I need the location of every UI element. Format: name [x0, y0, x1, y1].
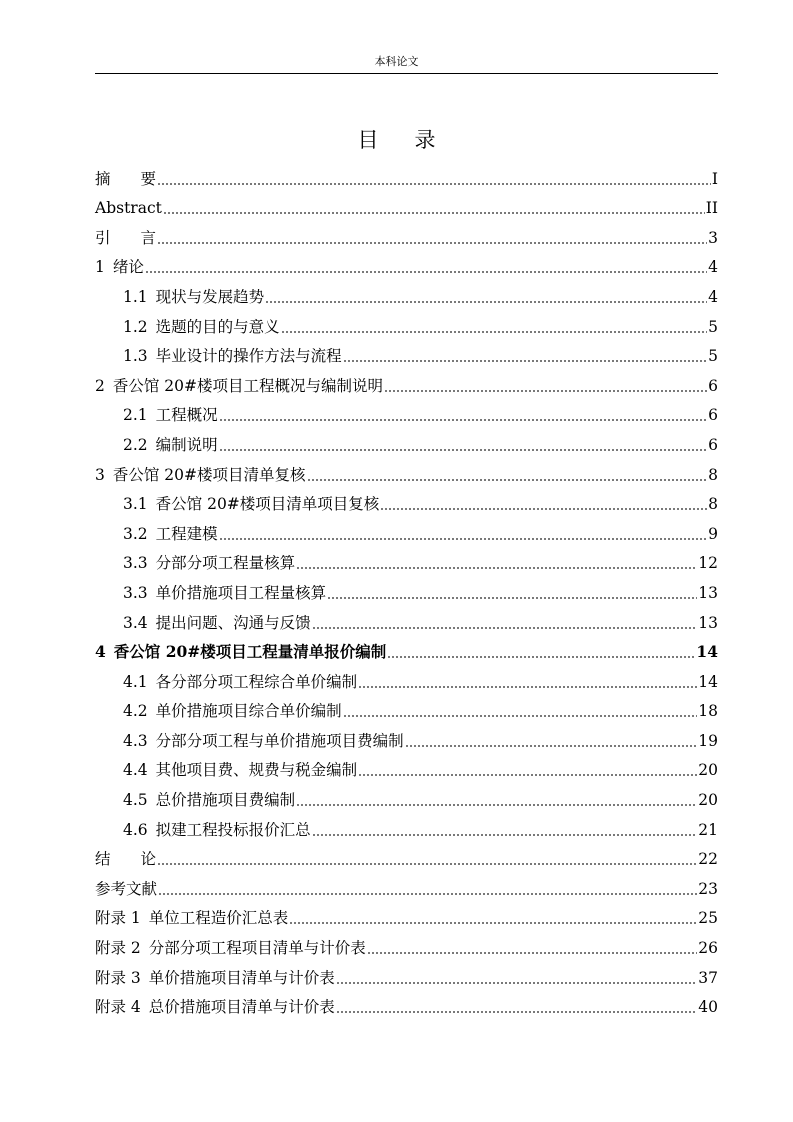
toc-dot-leader	[358, 686, 697, 688]
toc-entry-label	[123, 523, 218, 545]
toc-entry-text: 参考文献	[95, 879, 158, 898]
toc-dot-leader	[219, 538, 707, 540]
toc-entry-label	[123, 730, 404, 752]
toc-entry-number: 1	[95, 258, 105, 277]
toc-dot-leader	[343, 360, 707, 362]
toc-entry-number: 4.6	[123, 820, 148, 839]
toc-dot-leader	[281, 331, 707, 333]
toc-dot-leader	[219, 419, 707, 421]
toc-dot-leader	[384, 390, 707, 392]
toc-entry-number: 4.4	[123, 761, 148, 780]
toc-entry-label	[95, 937, 366, 959]
toc-entry[interactable]	[95, 929, 718, 959]
toc-entry-label	[95, 967, 335, 989]
toc-entry-number: 3	[95, 465, 105, 484]
toc-title: 目录	[357, 128, 472, 152]
toc-entry[interactable]	[95, 278, 718, 308]
toc-entry-number: 3.3	[123, 583, 148, 602]
toc-entry-label	[95, 197, 162, 219]
toc-entry[interactable]	[95, 426, 718, 456]
toc-entry-label	[95, 878, 157, 900]
toc-dot-leader	[289, 922, 697, 924]
toc-entry-text: 香公馆 20#楼项目清单复核	[112, 465, 306, 484]
toc-entry-text: 香公馆 20#楼项目清单项目复核	[155, 495, 380, 514]
toc-entry-number: 2.1	[123, 406, 148, 425]
toc-entry-label	[123, 404, 218, 426]
toc-entry[interactable]	[95, 367, 718, 397]
toc-entry-text: 各分部分项工程综合单价编制	[155, 672, 358, 691]
toc-entry-text: 分部分项工程与单价措施项目费编制	[155, 731, 404, 750]
toc-dot-leader	[336, 982, 697, 984]
toc-entry-text: 单位工程造价汇总表	[148, 909, 289, 928]
toc-entry-text: 工程建模	[155, 524, 218, 543]
toc-page-number: 22	[698, 850, 718, 869]
toc-page-number: 3	[708, 228, 718, 247]
toc-entry-label	[123, 434, 218, 456]
toc-dot-leader	[327, 597, 697, 599]
toc-page-number: 5	[708, 317, 718, 336]
toc-entry-number: 附录 2	[95, 939, 141, 958]
toc-page-number: 8	[708, 495, 718, 514]
toc-entry-text: 拟建工程投标报价汇总	[155, 820, 311, 839]
toc-entry[interactable]	[95, 604, 718, 634]
toc-page-number: 13	[698, 583, 718, 602]
toc-entry[interactable]	[95, 781, 718, 811]
toc-entry-label	[95, 256, 144, 278]
toc-page-number: 21	[698, 820, 718, 839]
toc-dot-leader	[343, 715, 698, 717]
toc-entry[interactable]	[95, 545, 718, 575]
toc-page-number: 20	[698, 761, 718, 780]
toc-entry-number: 4.3	[123, 731, 148, 750]
toc-dot-leader	[157, 863, 697, 865]
toc-entry-text: Abstract	[95, 199, 162, 218]
toc-dot-leader	[163, 212, 705, 214]
toc-entry-number: 3.4	[123, 613, 148, 632]
toc-entry-number: 3.1	[123, 495, 148, 514]
toc-dot-leader	[312, 834, 698, 836]
toc-dot-leader	[265, 301, 707, 303]
toc-page-number: 8	[708, 465, 718, 484]
toc-entry-text: 分部分项工程量核算	[155, 554, 296, 573]
toc-page-number: 5	[708, 347, 718, 366]
toc-entry-text: 引言	[95, 228, 157, 247]
toc-entry[interactable]	[95, 190, 718, 220]
toc-page-number: 6	[708, 376, 718, 395]
toc-entry[interactable]	[95, 456, 718, 486]
toc-page-number: 4	[708, 258, 718, 277]
toc-entry-text: 结论	[95, 850, 157, 869]
toc-entry-text: 单价措施项目工程量核算	[155, 583, 327, 602]
running-header: 本科论文	[374, 55, 419, 68]
toc-entry[interactable]	[95, 486, 718, 516]
toc-page-number: I	[711, 169, 718, 188]
toc-entry[interactable]	[95, 515, 718, 545]
toc-entry-label	[123, 493, 379, 515]
toc-dot-leader	[387, 656, 695, 658]
toc-page-number: 9	[708, 524, 718, 543]
toc-entry-text: 现状与发展趋势	[155, 287, 265, 306]
toc-entry[interactable]	[95, 249, 718, 279]
toc-entry-number: 附录 3	[95, 968, 141, 987]
toc-entry[interactable]	[95, 634, 718, 664]
toc-dot-leader	[157, 183, 711, 185]
toc-entry-number: 2	[95, 376, 105, 395]
toc-entry-number: 4.1	[123, 672, 148, 691]
toc-entry[interactable]	[95, 959, 718, 989]
toc-dot-leader	[367, 952, 697, 954]
toc-entry-number: 3.3	[123, 554, 148, 573]
toc-entry-label	[123, 612, 311, 634]
toc-entry[interactable]	[95, 989, 718, 1019]
toc-entry-label	[123, 316, 280, 338]
toc-entry-number: 1.2	[123, 317, 148, 336]
toc-entry-text: 其他项目费、规费与税金编制	[155, 761, 358, 780]
toc-entry-label	[95, 375, 383, 397]
toc-dot-leader	[405, 745, 698, 747]
toc-entry[interactable]	[95, 693, 718, 723]
toc-dot-leader	[312, 627, 698, 629]
toc-page-number: 14	[696, 642, 718, 662]
toc-entry-label	[95, 996, 335, 1018]
toc-dot-leader	[296, 804, 697, 806]
toc-page-number: 37	[698, 968, 718, 987]
toc-entry[interactable]	[95, 663, 718, 693]
toc-entry[interactable]	[95, 841, 718, 871]
header-rule	[95, 73, 718, 74]
toc-page-number: 19	[698, 731, 718, 750]
toc-page-number: 40	[698, 998, 718, 1017]
toc-entry[interactable]	[95, 722, 718, 752]
toc-entry-label	[123, 819, 311, 841]
toc-dot-leader	[145, 271, 707, 273]
toc-entry-text: 摘要	[95, 169, 157, 188]
toc-entry-text: 编制说明	[155, 435, 218, 454]
toc-page-number: 4	[708, 287, 718, 306]
toc-entry-text: 选题的目的与意义	[155, 317, 280, 336]
toc-entry[interactable]	[95, 811, 718, 841]
toc-dot-leader	[307, 479, 708, 481]
toc-page-number: 18	[698, 702, 718, 721]
toc-entry-label	[123, 700, 342, 722]
toc-entry-number: 附录 4	[95, 998, 141, 1017]
toc-page-number: 20	[698, 791, 718, 810]
toc-page-number: 25	[698, 909, 718, 928]
toc-entry[interactable]	[95, 308, 718, 338]
toc-dot-leader	[219, 449, 707, 451]
toc-entry-number: 2.2	[123, 435, 148, 454]
toc-entry[interactable]	[95, 397, 718, 427]
toc-entry-number: 4	[95, 642, 106, 662]
toc-entry[interactable]	[95, 160, 718, 190]
toc-entry-text: 毕业设计的操作方法与流程	[155, 347, 342, 366]
toc-entry-number: 附录 1	[95, 909, 141, 928]
toc-entry-label	[123, 789, 295, 811]
toc-dot-leader	[380, 508, 707, 510]
toc-page-number: 13	[698, 613, 718, 632]
toc-entry-label	[123, 552, 295, 574]
toc-entry-text: 单价措施项目清单与计价表	[148, 968, 335, 987]
toc-entry[interactable]	[95, 900, 718, 930]
toc-entry-label	[95, 168, 156, 190]
toc-entry-number: 1.3	[123, 347, 148, 366]
toc-entry[interactable]	[95, 338, 718, 368]
toc-entry-label	[95, 848, 156, 870]
toc-entry-number: 3.2	[123, 524, 148, 543]
toc-entry-label	[95, 464, 306, 486]
toc-dot-leader	[158, 893, 697, 895]
toc-entry-label	[123, 345, 342, 367]
toc-entry-label	[123, 286, 264, 308]
toc-entry-label	[95, 907, 288, 929]
toc-entry-text: 分部分项工程项目清单与计价表	[148, 939, 366, 958]
toc-entry-text: 工程概况	[155, 406, 218, 425]
toc-page-number: 14	[698, 672, 718, 691]
toc-entry[interactable]	[95, 752, 718, 782]
toc-entry[interactable]	[95, 870, 718, 900]
toc-page-number: 6	[708, 435, 718, 454]
toc-entry-label	[123, 582, 326, 604]
toc-entry-label	[123, 671, 357, 693]
toc-entry-text: 单价措施项目综合单价编制	[155, 702, 342, 721]
toc-page-number: II	[705, 199, 718, 218]
toc-page-number: 23	[698, 879, 718, 898]
toc-entry-text: 提出问题、沟通与反馈	[155, 613, 311, 632]
toc-entry-text: 总价措施项目费编制	[155, 791, 296, 810]
toc-entry-label	[123, 759, 357, 781]
toc-entry-number: 1.1	[123, 287, 148, 306]
toc-dot-leader	[296, 567, 697, 569]
toc-dot-leader	[157, 242, 707, 244]
toc-entry-text: 香公馆 20#楼项目工程概况与编制说明	[112, 376, 384, 395]
toc-entry-label	[95, 641, 386, 663]
toc-entry[interactable]	[95, 219, 718, 249]
toc-dot-leader	[336, 1011, 697, 1013]
toc-page-number: 6	[708, 406, 718, 425]
toc-entry-text: 绪论	[112, 258, 144, 277]
toc-page-number: 26	[698, 939, 718, 958]
toc-entry-number: 4.5	[123, 791, 148, 810]
toc-entry[interactable]	[95, 574, 718, 604]
table-of-contents	[95, 160, 718, 1018]
toc-dot-leader	[358, 774, 697, 776]
toc-page-number: 12	[698, 554, 718, 573]
toc-entry-label	[95, 227, 156, 249]
toc-entry-text: 总价措施项目清单与计价表	[148, 998, 335, 1017]
toc-entry-number: 4.2	[123, 702, 148, 721]
toc-entry-text: 香公馆 20#楼项目工程量清单报价编制	[113, 642, 387, 662]
